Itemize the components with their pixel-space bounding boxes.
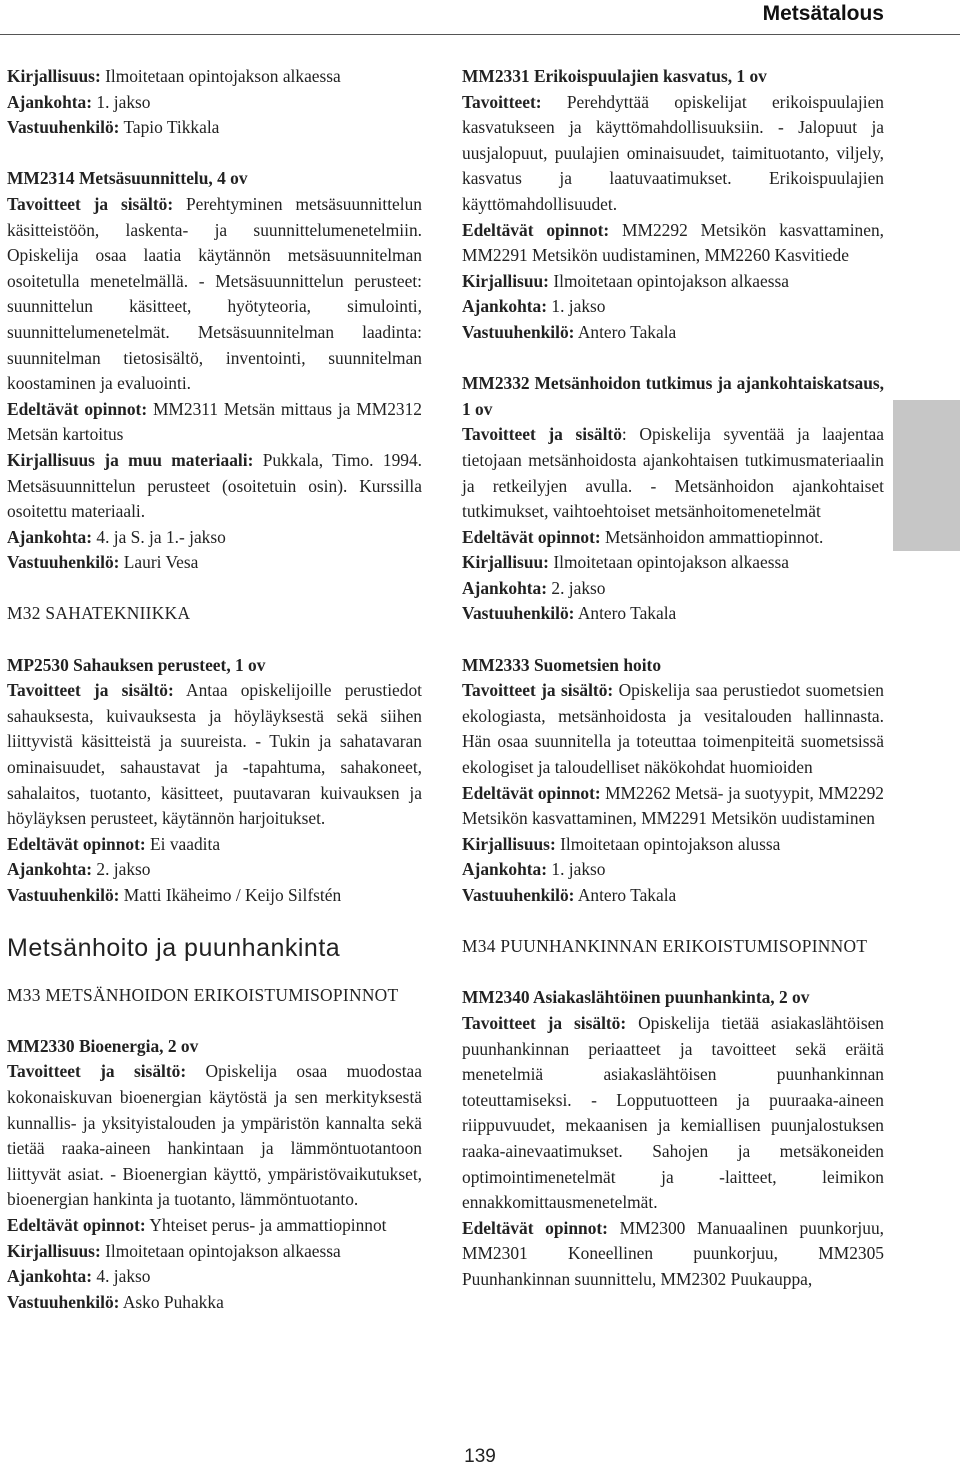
label: Kirjallisuus ja muu materiaali: <box>7 449 254 470</box>
value: Lauri Vesa <box>119 552 199 573</box>
intro-block <box>7 64 422 141</box>
value: Opiskelija tietää asiakaslähtöisen puunhankinnan periaatteet ja tavoitteet sekä eräitä menetelmiä asiakaslähtöisen puunhankinnan toteuttamiseksi. - Lopputuotteen ja puuraaka-aineen riippuvuudet, mekaanisen ja kemiallisen puunjalostuksen raaka-ainevaatimukset. Sahojen ja metsäkoneiden optimointimenetelmät ja -laitteet, leimikon ennakkomittausmenetelmät. <box>462 1012 884 1213</box>
label: Tavoitteet: <box>462 91 542 112</box>
course-mm2340 <box>462 985 884 1292</box>
value: 1. jakso <box>547 859 606 880</box>
value: Asko Puhakka <box>119 1291 224 1312</box>
label: Vastuuhenkilö: <box>462 885 575 905</box>
value: 4. jakso <box>92 1266 151 1287</box>
value: MM2262 Metsä- ja suotyypit, MM2292 Metsikön kasvattaminen, MM2291 Metsikön uudistaminen <box>462 782 884 829</box>
course-title: MM2333 Suometsien hoito <box>462 654 662 675</box>
value: Tapio Tikkala <box>119 117 220 138</box>
value: 4. ja S. ja 1.- jakso <box>92 526 226 547</box>
header-title: Metsätalous <box>762 2 884 25</box>
section-heading-m34: M34 PUUNHANKINNAN ERIKOISTUMISOPINNOT <box>462 936 868 957</box>
course-mm2331 <box>462 64 884 346</box>
label: Ajankohta: <box>7 526 93 547</box>
label: Kirjallisuus: <box>462 833 556 854</box>
value: Ilmoitetaan opintojakson alkaessa <box>100 66 341 86</box>
course-mm2332 <box>462 371 884 627</box>
label: Ajankohta: <box>7 859 93 880</box>
label: Kirjallisuu: <box>462 552 549 573</box>
label: Kirjallisuu: <box>462 270 549 291</box>
value: Matti Ikäheimo / Keijo Silfstén <box>119 885 342 905</box>
value: 2. jakso <box>547 577 606 598</box>
label: Tavoitteet ja sisältö: <box>7 193 174 214</box>
label: Vastuuhenkilö: <box>7 117 120 138</box>
label: Vastuuhenkilö: <box>7 1291 120 1312</box>
value: Ilmoitetaan opintojakson alkaessa <box>100 1240 341 1261</box>
value: : Opiskelija syventää ja laajentaa tietojaan metsänhoidosta ajankohtaisen tutkimusmateriaalin ja retkeilyjen avulla. - Metsänhoidon ajankohtaiset tutkimukset, vaihtoehtoiset metsänhoitomenetelmät <box>462 424 884 522</box>
label: Ajankohta: <box>7 91 93 112</box>
value: Ilmoitetaan opintojakson alkaessa <box>548 270 789 291</box>
value: 2. jakso <box>92 859 151 880</box>
course-title: MP2530 Sahauksen perusteet, 1 ov <box>7 654 266 675</box>
label: Vastuuhenkilö: <box>462 321 575 342</box>
label: Edeltävät opinnot: <box>462 782 601 803</box>
value: Ei vaadita <box>145 833 221 854</box>
label: Edeltävät opinnot: <box>462 526 601 547</box>
section-heading-m33: M33 METSÄNHOIDON ERIKOISTUMISOPINNOT <box>7 984 399 1005</box>
label: Edeltävät opinnot: <box>7 833 146 854</box>
course-title: MM2314 Metsäsuunnittelu, 4 ov <box>7 168 248 189</box>
label: Edeltävät opinnot: <box>462 1217 608 1238</box>
label: Tavoitteet ja sisältö: <box>7 1061 187 1082</box>
label: Tavoitteet ja sisältö: <box>462 680 614 701</box>
label: Kirjallisuus: <box>7 1240 101 1261</box>
course-mm2333 <box>462 653 884 909</box>
page-number: 139 <box>464 1446 496 1467</box>
value: Opiskelija osaa muodostaa kokonaiskuvan bioenergian käytöstä ja sen merkityksestä kunnallis- ja yksityistalouden ja ympäristön kannalta sekä tietää raaka-aineen hankintaan ja lämmöntuotantoon liittyvät asiat. - Bioenergian käyttö, ympäristövaikutukset, bioenergian hankinta ja tuotanto, lämmöntuotanto. <box>7 1061 422 1210</box>
value: 1. jakso <box>92 91 151 112</box>
label: Vastuuhenkilö: <box>462 603 575 624</box>
label: Edeltävät opinnot: <box>462 219 610 240</box>
label: Tavoitteet ja sisältö: <box>462 1012 627 1033</box>
value: Ilmoitetaan opintojakson alkaessa <box>548 552 789 573</box>
value: Antero Takala <box>574 603 677 624</box>
course-title: MM2330 Bioenergia, 2 ov <box>7 1035 199 1056</box>
course-mp2530 <box>7 653 422 909</box>
value: Perehtyminen metsäsuunnittelun käsitteistöön, laskenta- ja suunnittelumenetelmiin. Opiskelija osaa laatia käytännön metsäsuunnitelman osoitetulla menetelmällä. - Metsäsuunnittelun perusteet: suunnittelun käsitteet, hyötyteoria, simulointi, suunnittelumenetelmät. Metsäsuunnitelman laadinta: suunnitelman tietosisältö, inventointi, suunnitelman koostaminen ja evaluointi. <box>7 193 422 394</box>
page-header <box>0 0 960 35</box>
label: Ajankohta: <box>462 577 548 598</box>
label: Ajankohta: <box>462 296 548 317</box>
course-mm2330 <box>7 1034 422 1316</box>
course-title: MM2332 Metsänhoidon tutkimus ja ajankohtaiskatsaus, 1 ov <box>462 373 884 419</box>
course-title: MM2331 Erikoispuulajien kasvatus, 1 ov <box>462 66 767 86</box>
label: Edeltävät opinnot: <box>7 1214 146 1235</box>
value: Antero Takala <box>574 321 677 342</box>
value: Antero Takala <box>574 885 677 905</box>
value: Ilmoitetaan opintojakson alussa <box>555 833 781 854</box>
label: Tavoitteet ja sisältö <box>462 424 622 445</box>
section-heading-m32: M32 SAHATEKNIIKKA <box>7 603 191 624</box>
label: Vastuuhenkilö: <box>7 885 120 905</box>
label: Kirjallisuus: <box>7 66 101 86</box>
value: MM2300 Manuaalinen puunkorjuu, MM2301 Koneellinen puunkorjuu, MM2305 Puunhankinnan suunnittelu, MM2302 Puukauppa, <box>462 1217 884 1289</box>
course-title: MM2340 Asiakaslähtöinen puunhankinta, 2 ov <box>462 987 810 1008</box>
value: Yhteiset perus- ja ammattiopinnot <box>145 1214 387 1235</box>
label: Tavoitteet ja sisältö: <box>7 680 174 701</box>
label: Ajankohta: <box>462 859 548 880</box>
value: Metsänhoidon ammattiopinnot. <box>600 526 824 547</box>
chapter-heading: Metsänhoito ja puunhankinta <box>7 933 341 962</box>
value: Antaa opiskelijoille perustiedot sahauksesta, kuivauksesta ja höyläyksestä sekä siihen liittyvistä käsitteistä ja suureista. - Tukin ja sahatavaran ominaisuudet, sahaustavat ja -tapahtuma, sahakoneet, sahalaitos, tuotanto, käsitteet, puutavaran kuivauksen ja höyläyksen perusteet, käytännön harjoitukset. <box>7 680 422 829</box>
label: Edeltävät opinnot: <box>7 398 148 419</box>
value: MM2292 Metsikön kasvattaminen, MM2291 Metsikön uudistaminen, MM2260 Kasvitiede <box>462 219 884 266</box>
value: MM2311 Metsän mittaus ja MM2312 Metsän kartoitus <box>7 398 422 445</box>
left-column <box>7 64 422 1315</box>
value: Opiskelija saa perustiedot suometsien ekologiasta, metsänhoidosta ja vesitalouden hallinnasta. Hän osaa suunnitella ja toteuttaa toimenpiteitä suometsissä ekologiset ja taloudelliset näkökohdat huomioiden <box>462 680 884 778</box>
label: Vastuuhenkilö: <box>7 552 120 573</box>
value: Perehdyttää opiskelijat erikoispuulajien kasvatukseen ja käyttömahdollisuuksiin. - Jalopuut ja uusjalopuut, puulajien ominaisuudet, taimituotanto, viljely, kasvatus ja laatuvaatimukset. Erikoispuulajien käyttömahdollisuudet. <box>462 91 884 214</box>
right-column <box>462 64 884 1293</box>
thumb-index-tab <box>893 400 960 551</box>
value: 1. jakso <box>547 296 606 317</box>
label: Ajankohta: <box>7 1266 93 1287</box>
value: Pukkala, Timo. 1994. Metsäsuunnittelun perusteet (osoitetuin osin). Kurssilla osoitettu materiaali. <box>7 449 422 522</box>
course-mm2314 <box>7 166 422 576</box>
